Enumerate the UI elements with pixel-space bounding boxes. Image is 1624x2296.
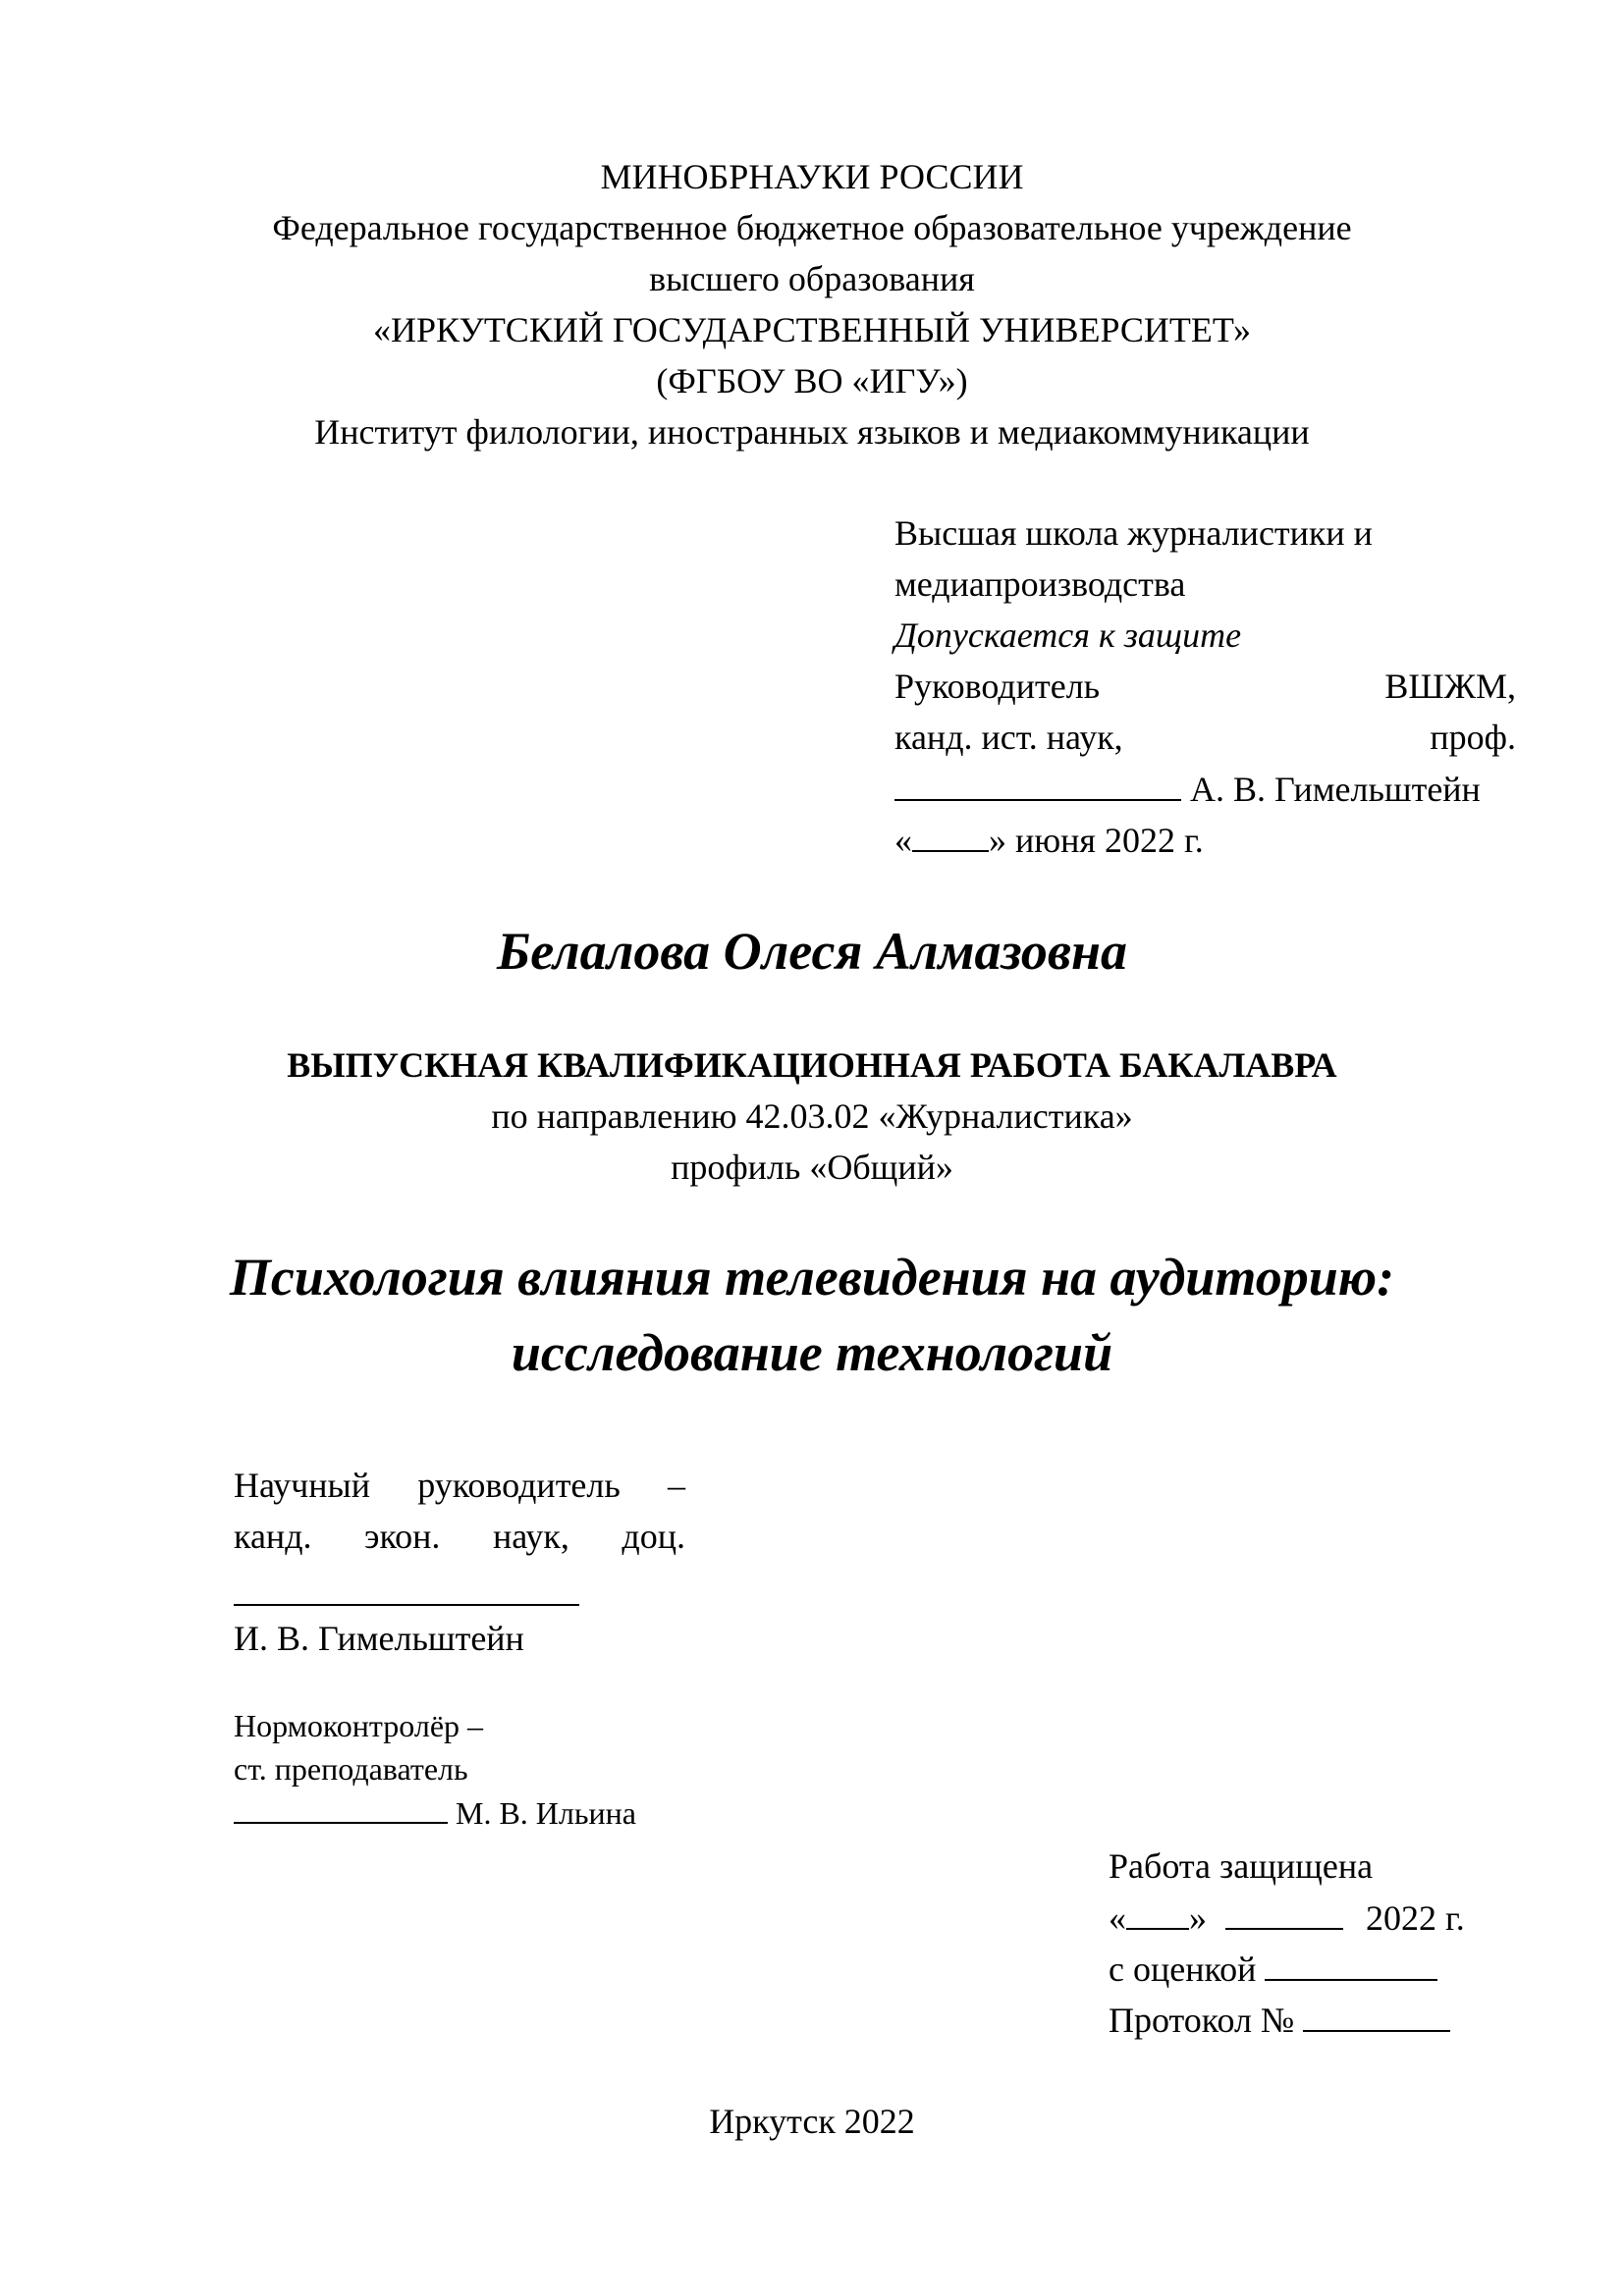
day-blank bbox=[912, 817, 989, 852]
defense-date-line bbox=[1109, 1895, 1465, 1941]
normcontrol-role: Нормоконтролёр – bbox=[234, 1708, 484, 1743]
work-type: ВЫПУСКНАЯ КВАЛИФИКАЦИОННАЯ РАБОТА БАКАЛАВРА bbox=[287, 1045, 1337, 1085]
ministry-line: МИНОБРНАУКИ РОССИИ bbox=[600, 157, 1024, 196]
defense-month-blank bbox=[1225, 1895, 1343, 1930]
supervisor-dash: – bbox=[668, 1466, 685, 1505]
thesis-title-line2: исследование технологий bbox=[511, 1323, 1113, 1382]
supervisor-word-1: Научный bbox=[234, 1466, 370, 1505]
normcontrol-signature-blank bbox=[234, 1792, 448, 1824]
defense-quote-open: « bbox=[1109, 1898, 1126, 1938]
normcontrol-position: ст. преподаватель bbox=[234, 1751, 468, 1787]
supervisor-signature-blank bbox=[234, 1565, 579, 1606]
supervisor-degree-4: доц. bbox=[622, 1517, 685, 1556]
city-year: Иркутск 2022 bbox=[709, 2102, 915, 2141]
defense-protocol-line bbox=[1109, 1997, 1450, 2043]
supervisor-degree-3: наук, bbox=[492, 1517, 569, 1556]
defense-protocol-label: Протокол № bbox=[1109, 2001, 1295, 2040]
university-abbreviation: (ФГБОУ ВО «ИГУ») bbox=[656, 361, 968, 400]
head-word: Руководитель bbox=[894, 667, 1101, 706]
education-level-line: высшего образования bbox=[649, 259, 975, 298]
approver-name: А. В. Гимельштейн bbox=[1190, 770, 1481, 809]
work-profile: профиль «Общий» bbox=[671, 1148, 953, 1187]
defense-grade-label: с оценкой bbox=[1109, 1949, 1257, 1989]
head-line bbox=[894, 664, 1516, 709]
defense-grade-line bbox=[1109, 1946, 1437, 1992]
school-name-line1: Высшая школа журналистики и bbox=[894, 513, 1373, 553]
institute-name: Институт филологии, иностранных языков и медиакоммуникации bbox=[314, 412, 1310, 452]
supervisor-role-line bbox=[234, 1463, 685, 1508]
university-name: «ИРКУТСКИЙ ГОСУДАРСТВЕННЫЙ УНИВЕРСИТЕТ» bbox=[373, 310, 1251, 349]
supervisor-word-2: руководитель bbox=[417, 1466, 621, 1505]
degree-line bbox=[894, 715, 1516, 760]
defense-year: 2022 г. bbox=[1366, 1898, 1465, 1938]
admitted-to-defense: Допускается к защите bbox=[894, 615, 1242, 655]
supervisor-name: И. В. Гимельштейн bbox=[234, 1619, 524, 1658]
defense-grade-blank bbox=[1265, 1946, 1437, 1981]
defense-protocol-blank bbox=[1303, 1997, 1450, 2032]
supervisor-degree-2: экон. bbox=[364, 1517, 441, 1556]
defense-status: Работа защищена bbox=[1109, 1846, 1374, 1886]
head-unit: ВШЖМ, bbox=[1384, 667, 1516, 706]
author-name: Белалова Олеся Алмазовна bbox=[496, 922, 1128, 981]
date-quote-open: « bbox=[894, 821, 912, 860]
supervisor-degree-1: канд. bbox=[234, 1517, 312, 1556]
approval-date-line bbox=[894, 817, 1204, 863]
signature-blank bbox=[894, 766, 1181, 801]
work-direction: по направлению 42.03.02 «Журналистика» bbox=[491, 1096, 1133, 1136]
school-name-line2: медиапроизводства bbox=[894, 564, 1186, 604]
date-rest: » июня 2022 г. bbox=[989, 821, 1204, 860]
normcontrol-signature-line bbox=[234, 1792, 636, 1833]
defense-quote-close: » bbox=[1189, 1898, 1207, 1938]
supervisor-degree-line bbox=[234, 1514, 685, 1559]
signature-line bbox=[894, 766, 1481, 812]
thesis-title-line1: Психология влияния телевидения на аудиторию: bbox=[229, 1248, 1395, 1307]
institution-type-line: Федеральное государственное бюджетное образовательное учреждение bbox=[272, 208, 1352, 247]
defense-day-blank bbox=[1126, 1895, 1189, 1930]
normcontrol-name: М. В. Ильина bbox=[456, 1795, 636, 1831]
rank: проф. bbox=[1430, 718, 1516, 757]
degree: канд. ист. наук, bbox=[894, 718, 1123, 757]
